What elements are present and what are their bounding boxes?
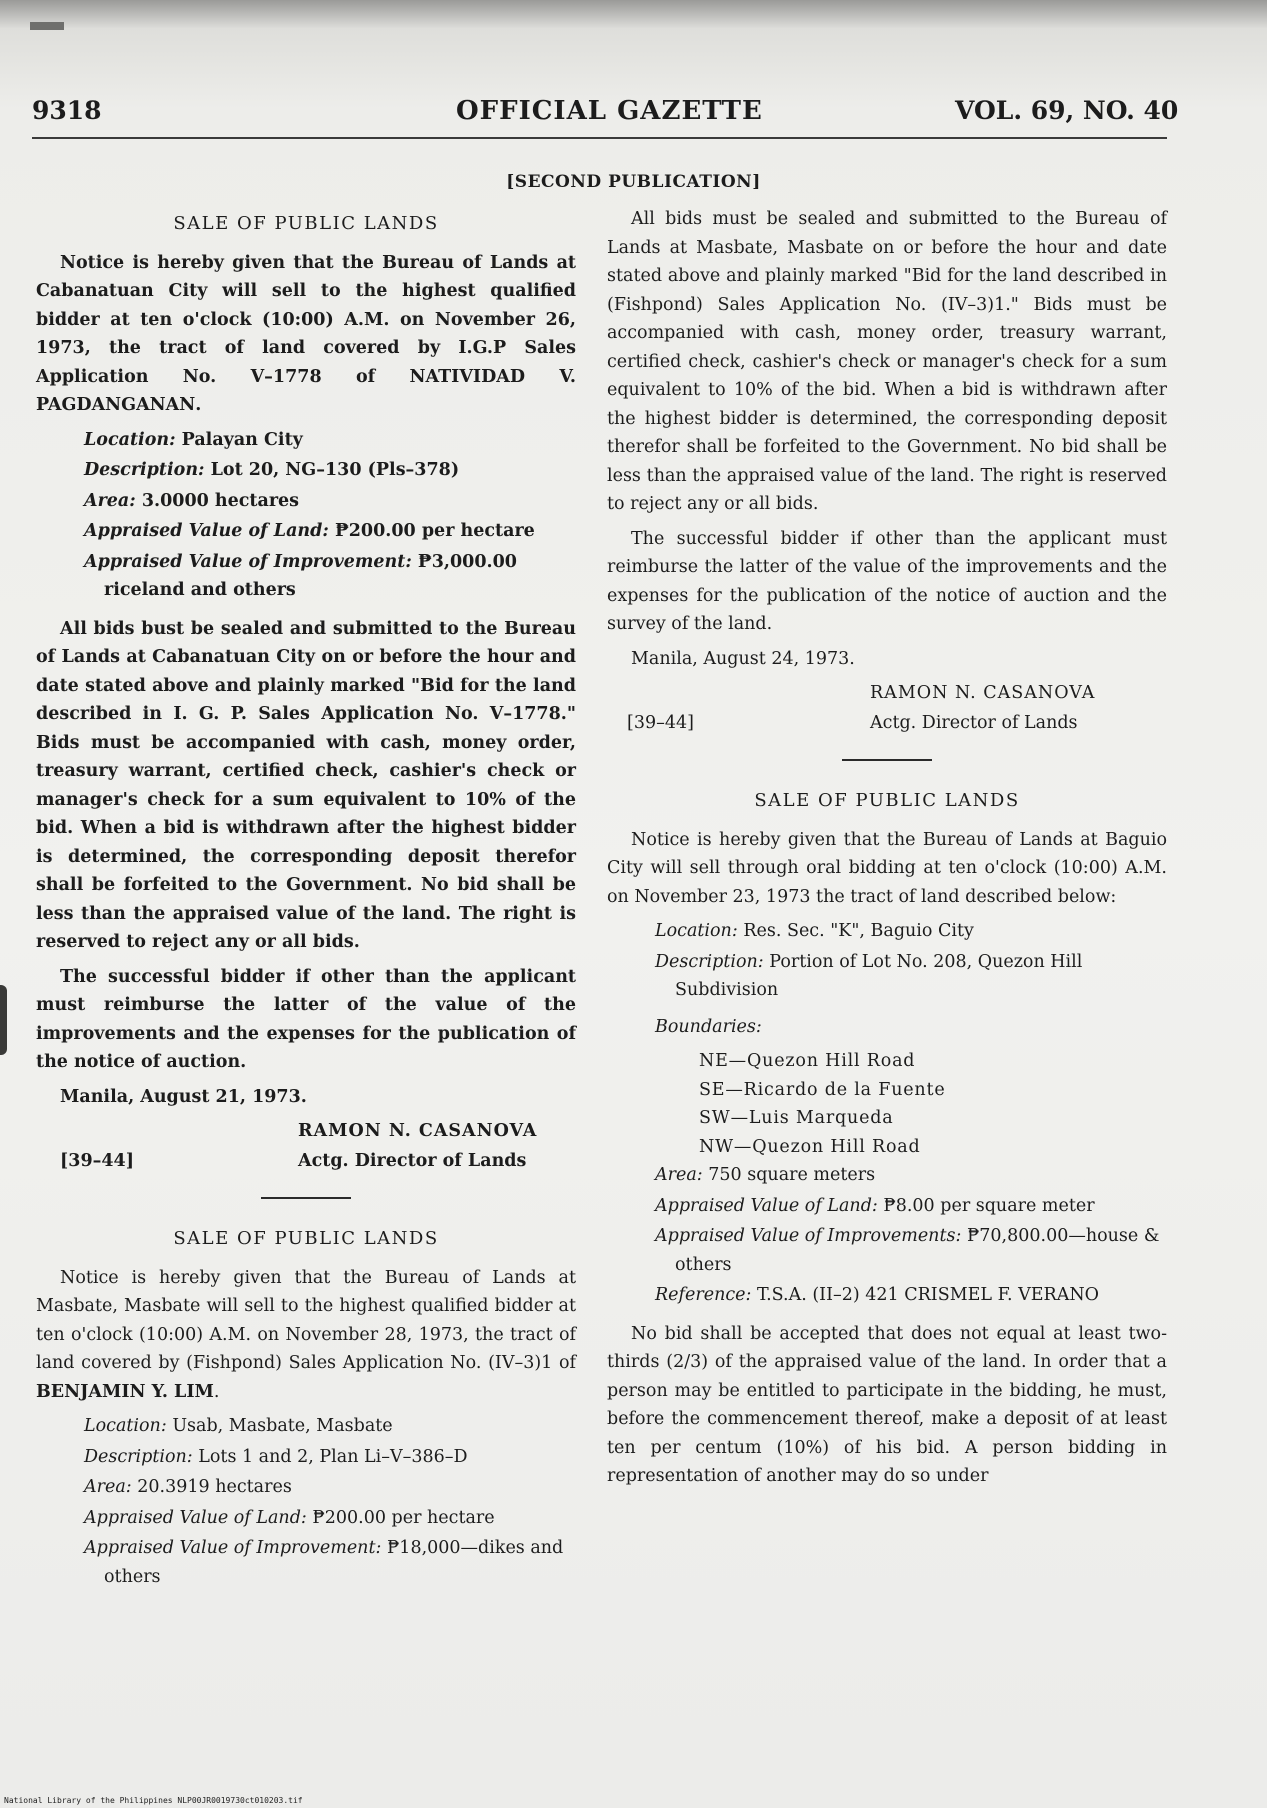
value: Portion of Lot No. 208, Quezon Hill Subdivision bbox=[675, 951, 1083, 1000]
value: T.S.A. (II–2) 421 CRISMEL F. VERANO bbox=[757, 1285, 1100, 1305]
label: Area: bbox=[84, 1477, 132, 1497]
notice2-signer-title: Actg. Director of Lands bbox=[870, 713, 1078, 733]
notice3-bid-paragraph: No bid shall be accepted that does not equal at least two-thirds (2/3) of the appraised value of the land. In order that a person may be entitled to participate in the bidding, he must, before the commencement thereof, make a deposit of at least ten per centum (10%) of his bid. A person bidding in representation of another may do so under bbox=[607, 1323, 1167, 1486]
notice2-land-value bbox=[84, 1504, 576, 1533]
boundary-item: NE—Quezon Hill Road bbox=[699, 1051, 916, 1071]
notice3-intro: Notice is hereby given that the Bureau of Lands at Baguio City will sell through oral bidding at ten o'clock (10:00) A.M. on November 23, 1973 the tract of land described below: bbox=[607, 829, 1167, 907]
left-column bbox=[36, 210, 576, 1593]
notice2-area bbox=[84, 1473, 576, 1502]
scan-footer: National Library of the Philippines NLP00JR0019730ct010203.tif bbox=[4, 1796, 303, 1805]
value: ₱8.00 per square meter bbox=[883, 1195, 1095, 1216]
notice2-signer: RAMON N. CASANOVA bbox=[870, 683, 1096, 703]
notice1-location bbox=[84, 426, 576, 455]
notice2-ref: [39–44] bbox=[627, 713, 694, 733]
scan-mark bbox=[30, 22, 64, 30]
gazette-title: OFFICIAL GAZETTE bbox=[456, 96, 763, 126]
value: ₱3,000.00 riceland and others bbox=[104, 551, 517, 600]
notice1-intro-end: . bbox=[195, 395, 202, 415]
value: ₱200.00 per hectare bbox=[312, 1507, 495, 1528]
notice2-improvement bbox=[84, 1534, 576, 1591]
notice2-title: SALE OF PUBLIC LANDS bbox=[173, 1228, 439, 1249]
notice3-boundaries-label: Boundaries: bbox=[655, 1016, 762, 1037]
label: Appraised Value of Improvement: bbox=[84, 1538, 382, 1558]
volume-number: VOL. 69, NO. 40 bbox=[955, 96, 1179, 125]
notice2-reimburse-paragraph: The successful bidder if other than the applicant must reimburse the latter of the value of the improvements and the expenses for the publication of the notice of auction and the survey of the land. bbox=[607, 528, 1167, 634]
value: Usab, Masbate, Masbate bbox=[172, 1416, 393, 1436]
notice1-title: SALE OF PUBLIC LANDS bbox=[173, 213, 439, 234]
notice2-intro-text: Notice is hereby given that the Bureau of Lands at Masbate, Masbate will sell to the highest qualified bidder at ten o'clock (10:00) A.M. on November 28, 1973, the tract of land covered by (Fishpond) Sales Application No. (IV–3)1 of bbox=[36, 1267, 576, 1373]
notice1-reimburse-paragraph: The successful bidder if other than the applicant must reimburse the latter of the value of the improvements and the expenses for the publication of the notice of auction. bbox=[36, 966, 576, 1072]
scan-top-edge bbox=[0, 0, 1267, 28]
notice2-bids-paragraph: All bids must be sealed and submitted to the Bureau of Lands at Masbate, Masbate on or before the hour and date stated above and plainly marked "Bid for the land described in (Fishpond) Sales Application No. (IV–3)1." Bids must be accompanied with cash, money order, treasury warrant, certified check, cashier's check or manager's check for a sum equivalent to 10% of the bid. When a bid is withdrawn after the highest bidder is determined, the corresponding deposit therefor shall be forfeited to the Government. No bid shall be less than the appraised value of the land. The right is reserved to reject any or all bids. bbox=[607, 209, 1167, 514]
value: ₱200.00 per hectare bbox=[334, 521, 535, 541]
notice1-description bbox=[84, 456, 576, 485]
notice1-area bbox=[84, 487, 576, 516]
scan-edge-mark bbox=[0, 985, 7, 1055]
notice2-signature bbox=[607, 679, 1167, 741]
label: Description: bbox=[84, 460, 205, 480]
value: Lots 1 and 2, Plan Li–V–386–D bbox=[198, 1446, 468, 1467]
notice1-date: Manila, August 21, 1973. bbox=[60, 1086, 307, 1107]
label: Appraised Value of Land: bbox=[84, 521, 329, 541]
label: Appraised Value of Improvement: bbox=[84, 551, 412, 572]
header-rule bbox=[32, 137, 1167, 139]
value: 3.0000 hectares bbox=[141, 490, 300, 511]
value: 750 square meters bbox=[708, 1165, 876, 1185]
notice2-intro-end: . bbox=[213, 1381, 220, 1402]
notice1-bids-paragraph: All bids bust be sealed and submitted to the Bureau of Lands at Cabanatuan City on or before the hour and date stated above and plainly marked "Bid for the land described in I. G. P. Sales Application No. V–1778." Bids must be accompanied with cash, money order, treasury warrant, certified check, cashier's check or manager's check for a sum equivalent to 10% of the bid. When a bid is withdrawn after the highest bidder is determined, the corresponding deposit therefor shall be forfeited to the Government. No bid shall be less than the appraised value of the land. The right is reserved to reject any or all bids. bbox=[36, 618, 576, 952]
publication-tag: [SECOND PUBLICATION] bbox=[506, 172, 761, 192]
value: Lot 20, NG–130 (Pls–378) bbox=[210, 460, 460, 480]
value: 20.3919 hectares bbox=[137, 1477, 292, 1497]
notice1-improvement bbox=[84, 548, 576, 605]
notice1-signature bbox=[36, 1117, 576, 1179]
label: Area: bbox=[655, 1165, 703, 1185]
notice1-signer: RAMON N. CASANOVA bbox=[298, 1121, 538, 1141]
notice-divider bbox=[261, 1197, 351, 1199]
notice1-applicant: NATIVIDAD V. PAGDANGANAN bbox=[36, 366, 576, 415]
value: Res. Sec. "K", Baguio City bbox=[743, 921, 974, 941]
notice3-area bbox=[655, 1161, 1167, 1190]
notice2-date: Manila, August 24, 1973. bbox=[631, 648, 855, 669]
boundary-item: SE—Ricardo de la Fuente bbox=[699, 1079, 946, 1100]
boundary-item: SW—Luis Marqueda bbox=[699, 1108, 894, 1128]
notice3-description bbox=[655, 948, 1167, 1005]
notice3-reference bbox=[655, 1281, 1167, 1310]
notice2-intro bbox=[36, 1264, 576, 1407]
value: ₱70,800.00—house & others bbox=[675, 1226, 1160, 1275]
label: Description: bbox=[84, 1446, 193, 1467]
notice1-intro bbox=[36, 249, 576, 420]
boundary-item: NW—Quezon Hill Road bbox=[699, 1136, 921, 1157]
label: Description: bbox=[655, 951, 764, 972]
label: Appraised Value of Land: bbox=[84, 1507, 307, 1528]
notice3-improvements bbox=[655, 1222, 1167, 1279]
notice2-location bbox=[84, 1412, 576, 1441]
notice1-land-value bbox=[84, 517, 576, 546]
notice1-intro-text: Notice is hereby given that the Bureau of Lands at Cabanatuan City will sell to the highest qualified bidder at ten o'clock (10:00) A.M. on November 26, 1973, the tract of land covered by I.G.P Sales Application No. V–1778 of bbox=[36, 252, 576, 387]
right-column bbox=[607, 205, 1167, 1497]
page-number: 9318 bbox=[32, 96, 102, 125]
notice-divider bbox=[842, 759, 932, 761]
label: Reference: bbox=[655, 1285, 752, 1305]
notice1-signer-title: Actg. Director of Lands bbox=[298, 1151, 527, 1171]
notice3-land-value bbox=[655, 1192, 1167, 1221]
value: Palayan City bbox=[181, 429, 303, 450]
label: Appraised Value of Improvements: bbox=[655, 1226, 962, 1246]
label: Location: bbox=[655, 921, 738, 941]
notice2-applicant: BENJAMIN Y. LIM bbox=[36, 1381, 214, 1402]
label: Appraised Value of Land: bbox=[655, 1195, 878, 1216]
notice3-title: SALE OF PUBLIC LANDS bbox=[754, 790, 1020, 811]
label: Area: bbox=[84, 490, 136, 511]
label: Location: bbox=[84, 1416, 167, 1436]
label: Location: bbox=[84, 429, 176, 450]
value: ₱18,000—dikes and others bbox=[104, 1538, 564, 1587]
notice3-location bbox=[655, 917, 1167, 946]
notice2-description bbox=[84, 1443, 576, 1472]
notice1-ref: [39–44] bbox=[60, 1151, 135, 1171]
